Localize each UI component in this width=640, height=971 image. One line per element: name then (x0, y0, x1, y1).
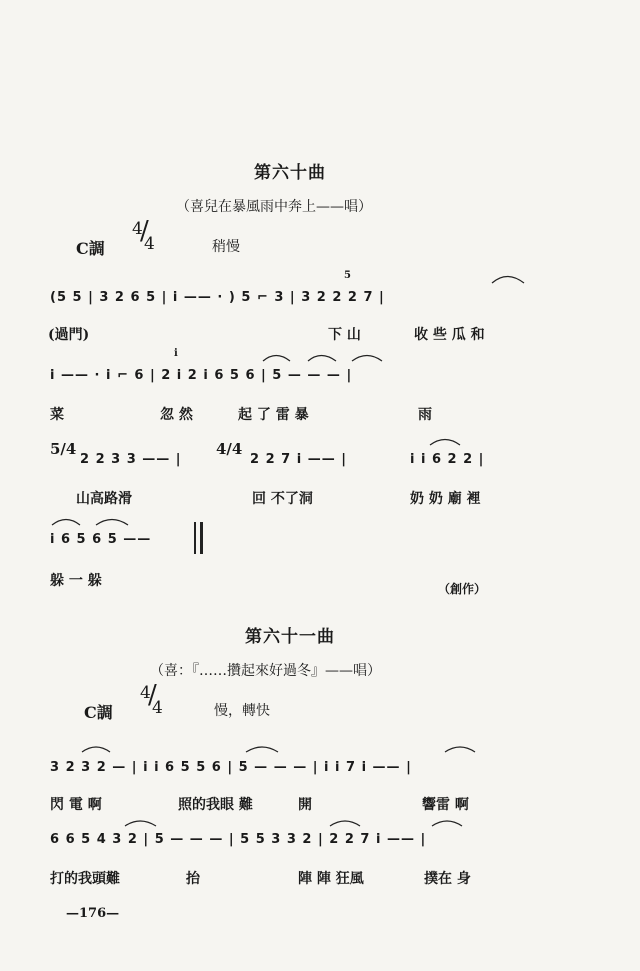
song60-line2-lyric-c: 起 了 雷 暴 (238, 407, 309, 423)
song60-line1-lyric-intro: (過門) (48, 327, 90, 343)
song61-line2-lyric-c: 陣 陣 狂風 (298, 871, 364, 887)
song61-line2-lyric-b: 抬 (186, 871, 200, 887)
grace-note: i (174, 348, 178, 359)
song61-line1-music: 3 2 3 2 — | i i 6 5 5 6 | 5 — — — | i i 7 i —— | (50, 760, 412, 775)
song60-line2-lyric-d: 雨 (418, 407, 432, 423)
song60-line3-lyric-a: 山高路滑 (76, 491, 132, 507)
ts-denominator: 4 (152, 698, 163, 718)
song60-tempo: 稍慢 (212, 239, 240, 255)
song61-key: C調 (84, 703, 113, 722)
song60-title: 第六十曲 (254, 163, 326, 183)
song60-line2-music: i —— · i ⌐ 6 | 2 i 2 i 6 5 6 | 5 — — — | (50, 368, 353, 383)
final-barline (200, 522, 203, 554)
song60-line3-lyric-c: 奶 奶 廟 裡 (410, 491, 481, 507)
song61-line2-lyric-a: 打的我頭難 (50, 871, 120, 887)
song60-credit: （創作） (438, 582, 487, 596)
ts-slash: / (140, 216, 149, 246)
song61-line2-music: 6 6 5 4 3 2 | 5 — — — | 5 5 3 3 2 | 2 2 7 i —— | (50, 832, 427, 847)
song61-time-signature (140, 680, 170, 730)
song60-line3-music-c: i i 6 2 2 | (410, 452, 485, 467)
song60-line4-music: i 6 5 6 5 —— (50, 532, 152, 547)
song61-line1-lyric-b: 照的我眼 難 (178, 797, 253, 813)
song60-line1-lyric-b: 收 些 瓜 和 (414, 327, 485, 343)
ts-numerator: 4 (132, 219, 143, 239)
song61-line1-lyric-c: 開 (298, 797, 312, 813)
song61-line1-lyric-a: 閃 電 啊 (50, 797, 102, 813)
song60-line3-music-b: 2 2 7 i —— | (250, 452, 347, 467)
page-number: —176— (66, 906, 120, 921)
song60-subtitle: （喜兒在暴風雨中奔上——唱） (176, 199, 372, 215)
song60-time-signature (132, 216, 162, 266)
ts-slash: / (148, 680, 157, 710)
song60-line3-ts2: 4/4 (216, 440, 243, 458)
song61-subtitle: （喜：『……攢起來好過冬』——唱） (150, 663, 381, 679)
song61-title: 第六十一曲 (245, 627, 335, 647)
song60-line3-music-a: 2 2 3 3 —— | (80, 452, 182, 467)
final-barline (194, 522, 196, 554)
song60-line4-lyric: 躲 一 躲 (50, 573, 102, 589)
ts-numerator: 4 (140, 683, 151, 703)
song60-line3-ts1: 5/4 (50, 440, 77, 458)
song61-line1-lyric-d: 響雷 啊 (422, 797, 469, 813)
song60-line2-lyric-b: 忽 然 (160, 407, 193, 423)
song60-line2-lyric-a: 菜 (50, 407, 64, 423)
song61-tempo: 慢，轉快 (214, 703, 270, 719)
ts-denominator: 4 (144, 234, 155, 254)
song60-line1-lyric-a: 下 山 (328, 327, 361, 343)
grace-note: 5 (344, 270, 351, 281)
song60-key: C調 (76, 239, 105, 258)
song60-line3-lyric-b: 回 不了洞 (252, 491, 313, 507)
song60-line1-music: (5 5 | 3 2 6 5 | i —— · ) 5 ⌐ 3 | 3 2 2 2 7 | (50, 290, 385, 305)
song61-line2-lyric-d: 撲在 身 (424, 871, 471, 887)
